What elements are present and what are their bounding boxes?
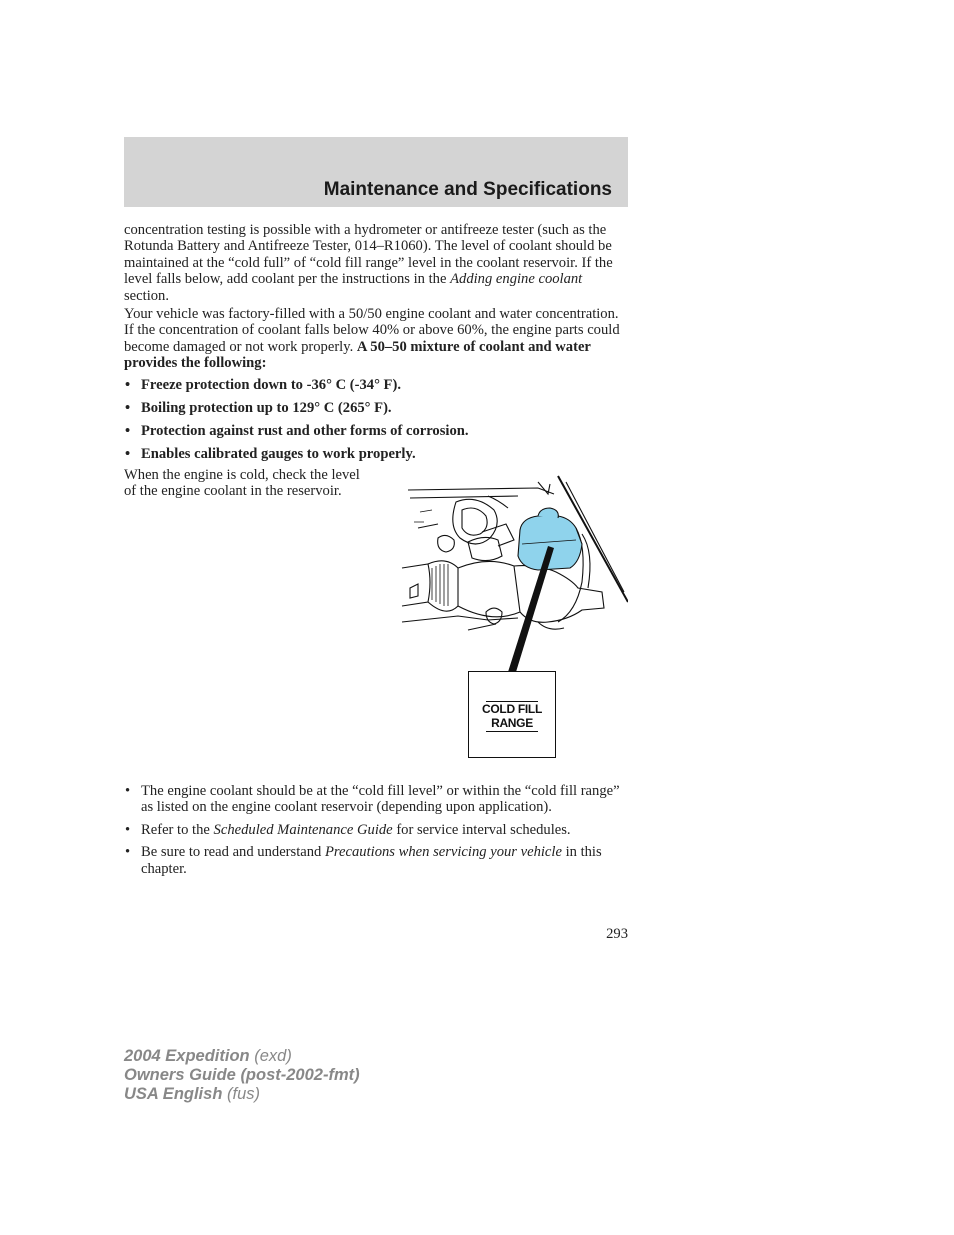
footer-guide: Owners Guide (post-2002-fmt) [124,1066,360,1084]
document-footer [124,1047,360,1104]
footer-language: USA English [124,1085,223,1103]
coolant-notes-list [124,783,628,877]
paragraph-text: concentration testing is possible with a hydrometer or antifreeze tester (such as the Rotunda Battery and Antifreeze Tester, 014–R1060). The level of coolant should be maintained at the “cold full” of “cold fill range” level in the coolant reservoir. If the level falls below, add coolant per the instructions in the [124,222,613,288]
maintenance-guide-reference: Scheduled Maintenance Guide [213,821,393,838]
bullet-icon: • [125,399,131,416]
bullet-icon: • [125,445,131,462]
list-item: • Boiling protection up to 129° C (265° F). [125,399,392,416]
page-number: 293 [606,926,628,942]
section-header [124,137,628,207]
cold-fill-range-callout [468,671,556,758]
list-item: • Enables calibrated gauges to work properly. [125,445,416,462]
callout-rule-bottom [486,731,538,732]
paragraph-text: section. [124,287,169,304]
list-item: • The engine coolant should be at the “cold fill level” or within the “cold fill range” as listed on the engine coolant reservoir (depending upon application). [125,783,620,816]
bullet-icon: • [125,844,131,861]
footer-model: 2004 Expedition [124,1047,250,1065]
footer-language-code: (fus) [222,1085,260,1103]
factory-fill-paragraph [124,306,628,372]
list-item: • Protection against rust and other forms of corrosion. [125,422,469,439]
section-title: Maintenance and Specifications [323,179,612,200]
coolant-testing-paragraph [124,222,628,304]
cold-fill-range-label: COLD FILL RANGE [482,702,542,730]
precautions-reference: Precautions when servicing your vehicle [324,844,562,861]
footer-model-code: (exd) [249,1047,292,1065]
list-item: • Be sure to read and understand Precautions when servicing your vehicle in this chapter. [125,844,602,877]
list-item: • Refer to the Scheduled Maintenance Guide for service interval schedules. [125,821,571,838]
benefits-list [124,377,628,462]
bullet-icon: • [125,783,131,799]
mixture-emphasis: A 50–50 mixture of coolant and water provides the following: [124,338,591,372]
bullet-icon: • [125,377,131,393]
list-item: • Freeze protection down to -36° C (-34° F). [125,377,401,393]
paragraph-text: Your vehicle was factory-filled with a 50/50 engine coolant and water concentration. If the concentration of coolant falls below 40% or above 60%, the engine parts could become damaged or not work properly. [124,306,620,355]
check-level-paragraph: When the engine is cold, check the level of the engine coolant in the reservoir. [124,467,360,500]
bullet-icon: • [125,821,131,838]
bullet-icon: • [125,422,131,439]
adding-coolant-reference: Adding engine coolant [450,271,583,288]
coolant-reservoir-shape [518,516,582,570]
